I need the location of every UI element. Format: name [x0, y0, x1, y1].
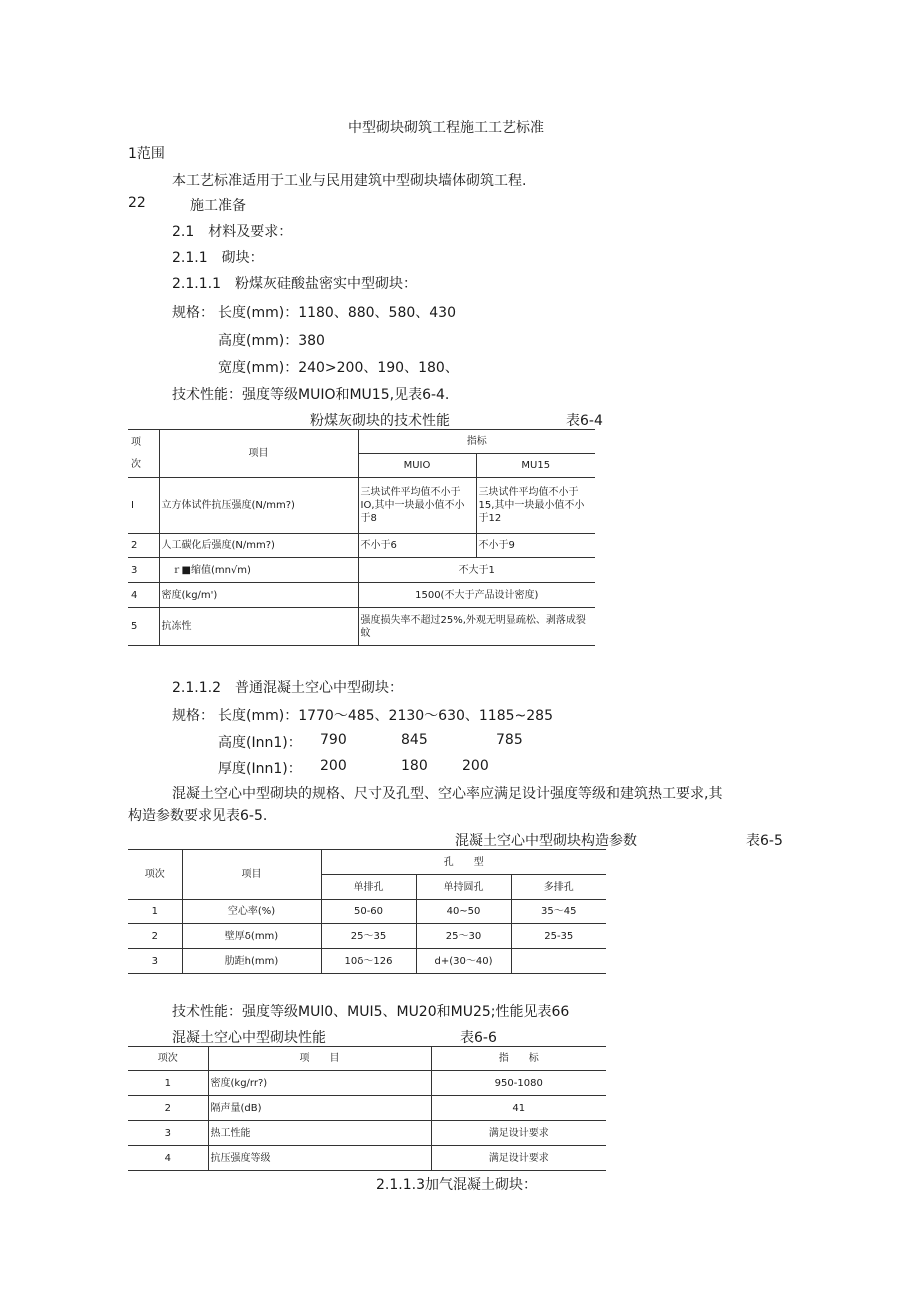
table-row	[128, 558, 595, 583]
section-2-number: 22	[128, 195, 146, 211]
conc-height-value: 845	[401, 732, 428, 748]
table-cell: 950-1080	[431, 1071, 606, 1096]
table-cell: 不小于9	[476, 534, 595, 558]
table-cell: d+(30～40)	[416, 949, 511, 974]
fly-spec-height: 高度(mm)：380	[218, 333, 325, 349]
table-row	[128, 1146, 606, 1171]
table-cell: 25～35	[321, 924, 416, 949]
table-row	[128, 534, 595, 558]
table-header-cell: 多排孔	[511, 875, 606, 900]
table-cell	[511, 949, 606, 974]
table-header-cell: 项目	[159, 430, 358, 478]
table-cell: 40~50	[416, 900, 511, 924]
conc-spec-thickness-label: 厚度(Inn1)：	[218, 761, 302, 777]
table-6-4-caption: 粉煤灰砌块的技术性能	[310, 413, 450, 429]
table-cell: I	[128, 478, 159, 534]
conc-paragraph-line-2: 构造参数要求见表6-5.	[128, 808, 268, 824]
table-row	[128, 1121, 606, 1146]
table-6-4-number: 表6-4	[566, 413, 603, 429]
table-cell: 3	[128, 949, 182, 974]
fly-tech-text: 技术性能：强度等级MUIO和MU15,见表6-4.	[172, 387, 450, 403]
fly-spec-length: 长度(mm)：1180、880、580、430	[218, 305, 456, 321]
table-cell: 不大于1	[358, 558, 595, 583]
table-cell: 50-60	[321, 900, 416, 924]
fly-spec-label: 规格：	[172, 305, 214, 321]
table-header-cell: MU15	[476, 454, 595, 478]
table-cell: 41	[431, 1096, 606, 1121]
table-header-cell: 项 目	[208, 1047, 431, 1071]
table-6-6-number: 表6-6	[460, 1030, 497, 1046]
section-1-text: 本工艺标准适用于工业与民用建筑中型砌块墙体砌筑工程.	[172, 173, 527, 189]
table-cell: 满足设计要求	[431, 1121, 606, 1146]
table-6-5-number: 表6-5	[746, 833, 783, 849]
table-cell: 密度(kg∕m')	[159, 583, 358, 608]
table-header-cell: 项目	[182, 850, 321, 900]
table-cell: 立方体试件抗压强度(N/mm?)	[159, 478, 358, 534]
table-cell: 不小于6	[358, 534, 476, 558]
table-cell: 3	[128, 1121, 208, 1146]
table-header-cell: 项次	[128, 850, 182, 900]
section-1-heading: 1范围	[128, 146, 165, 162]
conc-spec-label: 规格：	[172, 708, 214, 724]
section-2-heading: 施工准备	[190, 198, 246, 214]
conc-tech-text: 技术性能：强度等级MUl0、MUI5、MU20和MU25;性能见表66	[172, 1004, 570, 1020]
table-cell: 三块试件平均值不小于IO,其中一块最小值不小于8	[358, 478, 476, 534]
table-6-5-caption: 混凝土空心中型砌块构造参数	[455, 833, 637, 849]
section-2-1-1-3-heading: 2.1.1.3加气混凝土砌块：	[376, 1177, 537, 1193]
table-cell: 25-35	[511, 924, 606, 949]
conc-spec-length: 长度(mm)：1770～485、2130～630、1185~285	[218, 708, 553, 724]
conc-thickness-value: 200	[320, 758, 347, 774]
conc-thickness-value: 180	[401, 758, 428, 774]
table-cell: 三块试件平均值不小于15,其中一块最小值不小于12	[476, 478, 595, 534]
table-cell: ｒ■缩值(mn√m)	[159, 558, 358, 583]
table-cell: 满足设计要求	[431, 1146, 606, 1171]
table-row	[128, 608, 595, 646]
table-cell: 壁厚δ(mm)	[182, 924, 321, 949]
table-cell: 抗冻性	[159, 608, 358, 646]
table-6-4	[128, 429, 595, 646]
section-2-1-1-heading: 2.1.1 砌块：	[172, 250, 264, 266]
table-cell: 人工碳化后强度(N∕mm?)	[159, 534, 358, 558]
table-row	[128, 1071, 606, 1096]
conc-height-value: 785	[496, 732, 523, 748]
table-row	[128, 949, 606, 974]
table-row	[128, 583, 595, 608]
conc-spec-height-label: 高度(Inn1)：	[218, 735, 302, 751]
table-header-cell: 指标	[358, 430, 595, 454]
table-cell: 1500(不大于产品设计密度)	[358, 583, 595, 608]
table-header-cell: MUIO	[358, 454, 476, 478]
table-cell: 5	[128, 608, 159, 646]
table-header-cell: 指 标	[431, 1047, 606, 1071]
fly-spec-width: 宽度(mm)：240>200、190、180、	[218, 360, 459, 376]
table-cell: 1	[128, 1071, 208, 1096]
table-cell: 空心率(%)	[182, 900, 321, 924]
conc-thickness-value: 200	[462, 758, 489, 774]
table-cell: 4	[128, 1146, 208, 1171]
page-title: 中型砌块砌筑工程施工工艺标准	[348, 120, 544, 136]
table-row	[128, 1096, 606, 1121]
table-cell: 2	[128, 534, 159, 558]
table-header-cell: 孔 型	[321, 850, 606, 875]
table-header-cell: 单持圆孔	[416, 875, 511, 900]
table-cell: 10δ～126	[321, 949, 416, 974]
table-header-cell: 项次	[128, 1047, 208, 1071]
table-row	[128, 924, 606, 949]
conc-height-value: 790	[320, 732, 347, 748]
table-header-cell: 项 次	[128, 430, 159, 478]
table-cell: 2	[128, 924, 182, 949]
table-cell: 25～30	[416, 924, 511, 949]
table-6-6-caption: 混凝土空心中型砌块性能	[172, 1030, 326, 1046]
section-2-1-1-1-heading: 2.1.1.1 粉煤灰硅酸盐密实中型砌块：	[172, 276, 417, 292]
table-cell: 1	[128, 900, 182, 924]
table-row	[128, 900, 606, 924]
table-cell: 隔声量(dB)	[208, 1096, 431, 1121]
table-cell: 强度损失率不超过25%,外观无明显疏松、剥落成裂蚊	[358, 608, 595, 646]
table-cell: 密度(kg∕rr?)	[208, 1071, 431, 1096]
table-cell: 2	[128, 1096, 208, 1121]
table-cell: 3	[128, 558, 159, 583]
table-6-5	[128, 849, 606, 974]
section-2-1-1-2-heading: 2.1.1.2 普通混凝土空心中型砌块：	[172, 680, 403, 696]
conc-paragraph-line-1: 混凝土空心中型砌块的规格、尺寸及孔型、空心率应满足设计强度等级和建筑热工要求,其	[172, 786, 723, 802]
table-header-cell: 单排孔	[321, 875, 416, 900]
table-cell: 肋距h(mm)	[182, 949, 321, 974]
section-2-1-heading: 2.1 材料及要求：	[172, 224, 293, 240]
table-cell: 4	[128, 583, 159, 608]
table-cell: 抗压强度等级	[208, 1146, 431, 1171]
table-cell: 热工性能	[208, 1121, 431, 1146]
table-6-6	[128, 1046, 606, 1171]
table-row	[128, 478, 595, 534]
table-cell: 35～45	[511, 900, 606, 924]
